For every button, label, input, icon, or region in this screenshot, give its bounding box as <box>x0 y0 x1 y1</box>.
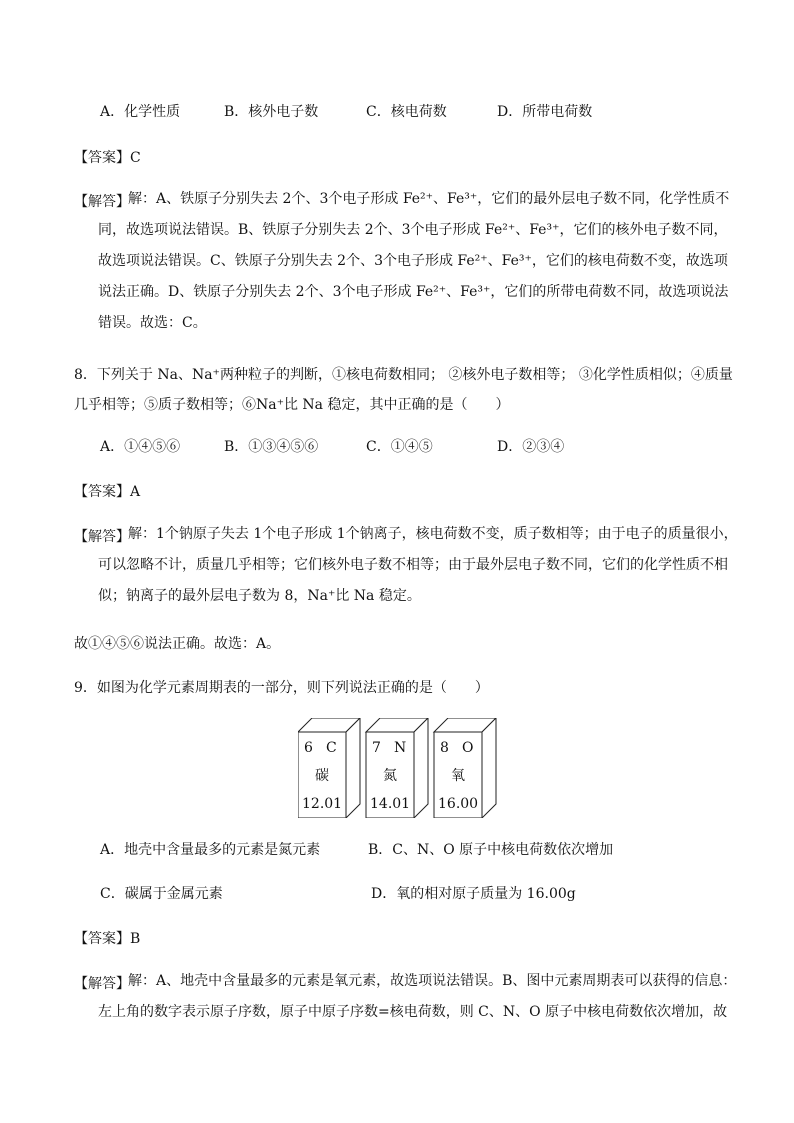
q8-answer: 【答案】A <box>74 484 141 500</box>
q9-option-a: A．地壳中含量最多的元素是氮元素 <box>100 842 321 858</box>
q8-option-a: A．①④⑤⑥ <box>100 439 181 455</box>
q8-option-b: B．①③④⑤⑥ <box>224 439 319 455</box>
element-mass-n: 14.01 <box>370 796 411 812</box>
element-name-n: 氮 <box>383 768 397 784</box>
q7-option-b: B．核外电子数 <box>224 104 319 120</box>
q9-option-d: D．氧的相对原子质量为 16.00g <box>371 886 576 902</box>
q8-analysis-label: 【解答】 <box>74 529 130 545</box>
element-number-n: 7 <box>372 740 381 756</box>
periodic-table-tiles <box>298 718 498 818</box>
q7-analysis-label: 【解答】 <box>74 194 130 210</box>
element-mass-o: 16.00 <box>438 796 479 812</box>
element-symbol-n: N <box>394 740 407 756</box>
q9-answer: 【答案】B <box>74 931 141 947</box>
element-tile-nitrogen <box>366 718 428 818</box>
q8-stem: 8．下列关于 Na、Na⁺两种粒子的判断，①核电荷数相同； ②核外电子数相等； ③化学性质相似；④质量几乎相等；⑤质子数相等；⑥Na⁺比 Na 稳定，其中正确的是（ ） <box>74 367 733 413</box>
element-number-c: 6 <box>304 740 313 756</box>
element-symbol-o: O <box>462 740 474 756</box>
q8-analysis-text: 解：1个钠原子失去 1个电子形成 1个钠离子，核电荷数不变，质子数相等；由于电子的质量很小，可以忽略不计，质量几乎相等；它们核外电子数不相等；由于最外层电子数不同，它们的化学性质不相似；钠离子的最外层电子数为 8，Na⁺比 Na 稳定。 <box>98 526 738 604</box>
element-mass-c: 12.01 <box>302 796 343 812</box>
q7-analysis-text: 解：A、铁原子分别失去 2个、3个电子形成 Fe²⁺、Fe³⁺，它们的最外层电子数不同，化学性质不同，故选项说法错误。B、铁原子分别失去 2个、3个电子形成 Fe²⁺、Fe³⁺，它们的核外电子数不同，故选项说法错误。C、铁原子分别失去 2个、3个电子形成 Fe²⁺、Fe³⁺，它们的核电荷数不变，故选项说法正确。D、铁原子分别失去 2个、3个电子形成 Fe²⁺、Fe³⁺，它们的所带电荷数不同，故选项说法错误。故选：C。 <box>98 191 730 331</box>
q8-option-c: C．①④⑤ <box>366 439 433 455</box>
q8-option-d: D．②③④ <box>497 439 565 455</box>
q7-option-a: A．化学性质 <box>100 104 181 120</box>
q7-option-c: C．核电荷数 <box>366 104 447 120</box>
element-tile-carbon <box>298 718 360 818</box>
q9-option-b: B．C、N、O 原子中核电荷数依次增加 <box>368 842 614 858</box>
element-tile-oxygen <box>434 718 496 818</box>
element-name-c: 碳 <box>315 768 329 784</box>
q8-conclusion: 故①④⑤⑥说法正确。故选：A。 <box>74 636 281 652</box>
q7-answer: 【答案】C <box>74 150 141 166</box>
q9-analysis-label: 【解答】 <box>74 976 130 992</box>
element-name-o: 氧 <box>451 768 465 784</box>
element-number-o: 8 <box>440 740 449 756</box>
q9-option-c: C．碳属于金属元素 <box>100 886 223 902</box>
q9-analysis-text: 解：A、地壳中含量最多的元素是氧元素，故选项说法错误。B、图中元素周期表可以获得的信息：左上角的数字表示原子序数，原子中原子序数=核电荷数，则 C、N、O 原子中核电荷数依次增加，故 <box>98 973 737 1020</box>
element-symbol-c: C <box>326 740 337 756</box>
q9-stem: 9．如图为化学元素周期表的一部分，则下列说法正确的是（ ） <box>74 680 489 696</box>
q7-option-d: D．所带电荷数 <box>497 104 593 120</box>
